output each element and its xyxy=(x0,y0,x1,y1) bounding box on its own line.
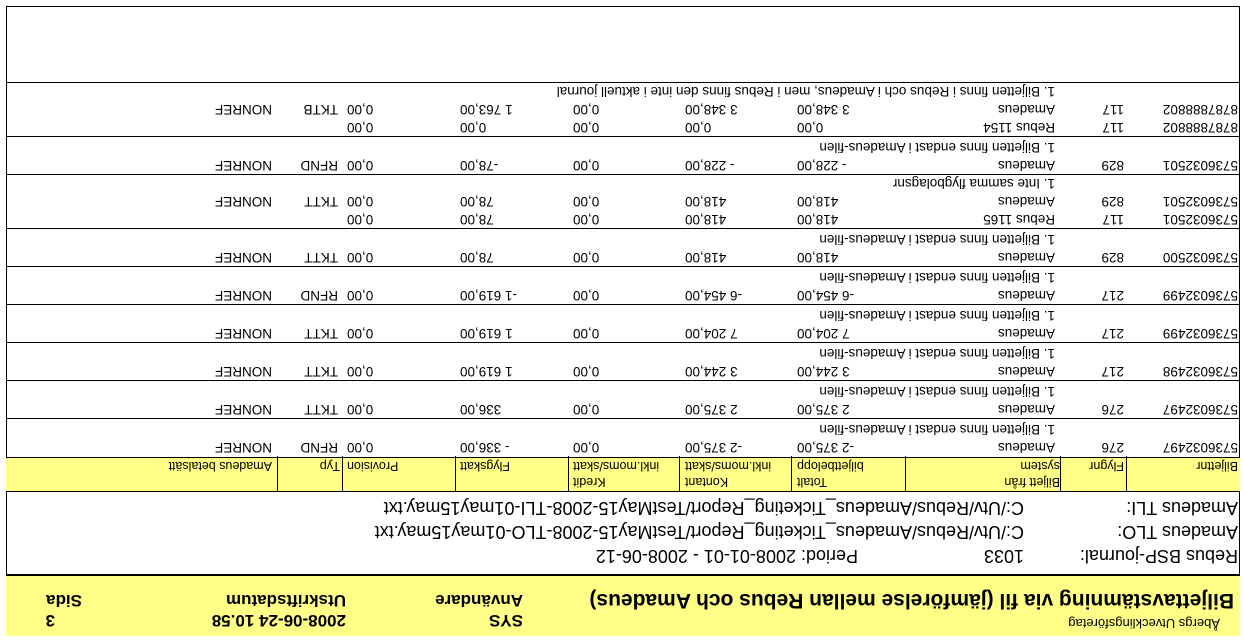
row-note: 1. Biljetten finns endast i Amadeus-filen xyxy=(819,270,1055,285)
user-label: Användare xyxy=(435,591,523,610)
column-header-airtax: Flygskatt xyxy=(460,459,511,473)
cell-flight-no: 829 xyxy=(1101,194,1124,209)
cell-total-amount: -2 375,00 xyxy=(797,440,855,455)
cell-cash-amount: 0,00 xyxy=(685,120,712,135)
cell-source-system: Amadeus xyxy=(997,364,1055,379)
column-header-flight-no: Flygnr xyxy=(1089,459,1124,473)
cell-source-system: Amadeus xyxy=(997,194,1055,209)
user-value: SYS xyxy=(488,611,523,630)
cell-cash-amount: 3 348,00 xyxy=(685,102,738,117)
print-date-value: 2008-06-24 10.58 xyxy=(211,611,346,630)
table-row xyxy=(6,304,1240,342)
cell-commission: 0,00 xyxy=(347,288,374,303)
cell-credit-amount: 0,00 xyxy=(573,102,600,117)
journal-label: Rebus BSP-journal: xyxy=(1079,546,1238,566)
cell-ticket-type: TKTT xyxy=(304,250,338,265)
row-note: 1. Inte samma flygbolagsnr xyxy=(892,176,1055,191)
cell-source-system: Amadeus xyxy=(997,288,1055,303)
cell-ticket-no: 5736032499 xyxy=(1162,326,1238,341)
cell-total-amount: -6 454,00 xyxy=(797,288,855,303)
table-row-line xyxy=(6,323,1240,341)
cell-source-system: Rebus 1165 xyxy=(983,212,1055,227)
cell-credit-amount: 0,00 xyxy=(573,364,600,379)
cell-ticket-no: 5736032497 xyxy=(1162,440,1238,455)
cell-credit-amount: 0,00 xyxy=(573,158,600,173)
cell-flight-no: 217 xyxy=(1101,288,1124,303)
cell-credit-amount: 0,00 xyxy=(573,250,600,265)
row-note: 1. Biljetten finns endast i Amadeus-filen xyxy=(819,346,1055,361)
table-row-line xyxy=(6,155,1240,173)
cell-total-amount: 7 204,00 xyxy=(797,326,850,341)
cell-air-tax: - 336,00 xyxy=(460,440,510,455)
cell-payment-method: NONREF xyxy=(215,102,272,117)
cell-payment-method: NONREF xyxy=(215,250,272,265)
cell-ticket-no: 5736032501 xyxy=(1162,194,1238,209)
cell-cash-amount: 418,00 xyxy=(685,212,727,227)
cell-air-tax: 336,00 xyxy=(460,402,502,417)
cell-total-amount: - 228,00 xyxy=(797,158,847,173)
cell-flight-no: 829 xyxy=(1101,158,1124,173)
cell-credit-amount: 0,00 xyxy=(573,326,600,341)
cell-credit-amount: 0,00 xyxy=(573,440,600,455)
table-row-line xyxy=(6,437,1240,455)
cell-air-tax: -1 619,00 xyxy=(460,288,518,303)
cell-credit-amount: 0,00 xyxy=(573,194,600,209)
cell-payment-method: NONREF xyxy=(215,440,272,455)
table-row-line xyxy=(6,247,1240,265)
cell-payment-method: NONREF xyxy=(215,364,272,379)
cell-ticket-type: RFND xyxy=(300,288,338,303)
cell-credit-amount: 0,00 xyxy=(573,120,600,135)
cell-air-tax: 1 763,00 xyxy=(460,102,513,117)
cell-cash-amount: -2 375,00 xyxy=(685,440,743,455)
cell-flight-no: 217 xyxy=(1101,326,1124,341)
cell-commission: 0,00 xyxy=(347,158,374,173)
table-row xyxy=(6,174,1240,228)
row-note: 1. Biljetten finns endast i Amadeus-filen xyxy=(819,232,1055,247)
cell-ticket-no: 5736032497 xyxy=(1162,402,1238,417)
cell-air-tax: 78,00 xyxy=(460,194,494,209)
cell-ticket-type: TKTT xyxy=(304,402,338,417)
tlo-path: C:/Utv/Rebus/Amadeus_Ticketing_Report/TestMay15-2008-TLO-01may15may.txt xyxy=(374,522,1024,542)
cell-commission: 0,00 xyxy=(347,326,374,341)
column-header-source-l1: system xyxy=(1020,459,1060,473)
cell-payment-method: NONREF xyxy=(215,194,272,209)
cell-ticket-no: 5736032501 xyxy=(1162,212,1238,227)
cell-cash-amount: - 228,00 xyxy=(685,158,735,173)
journal-value: 1033 xyxy=(983,546,1024,566)
row-note: 1. Biljetten finns endast i Amadeus-filen xyxy=(819,422,1055,437)
cell-air-tax: 78,00 xyxy=(460,250,494,265)
cell-payment-method: NONREF xyxy=(215,288,272,303)
table-row-line xyxy=(6,99,1240,117)
page-number-value: 3 xyxy=(45,611,55,630)
column-header-total-l1: biljettbelopp xyxy=(797,459,864,473)
cell-ticket-type: TKTB xyxy=(303,102,338,117)
cell-air-tax: 1 619,00 xyxy=(460,326,513,341)
cell-ticket-no: 8787888802 xyxy=(1162,120,1238,135)
table-row-line xyxy=(6,191,1240,209)
tlo-label: Amadeus TLO: xyxy=(1117,522,1238,542)
cell-source-system: Amadeus xyxy=(997,250,1055,265)
cell-commission: 0,00 xyxy=(347,212,374,227)
column-header-credit-l2: Kredit xyxy=(573,475,606,489)
cell-ticket-no: 5736032498 xyxy=(1162,364,1238,379)
row-note: 1. Biljetten finns endast i Amadeus-filen xyxy=(819,308,1055,323)
cell-flight-no: 829 xyxy=(1101,250,1124,265)
cell-source-system: Amadeus xyxy=(997,440,1055,455)
cell-ticket-type: RFND xyxy=(300,440,338,455)
table-row xyxy=(6,82,1240,136)
cell-flight-no: 117 xyxy=(1102,102,1124,117)
column-header-payment: Amadeus betalsätt xyxy=(168,459,272,473)
report-title: Biljettavstämning via fil (jämförelse mellan Rebus och Amadeus) xyxy=(589,589,1234,612)
cell-air-tax: -78,00 xyxy=(460,158,499,173)
table-row-line xyxy=(6,361,1240,379)
column-header-source-l2: Biljett från xyxy=(1004,475,1060,489)
cell-ticket-no: 5736032499 xyxy=(1162,288,1238,303)
row-note: 1. Biljetten finns i Rebus och i Amadeus, men i Rebus finns den inte i aktuell journal xyxy=(556,84,1055,99)
cell-ticket-type: TKTT xyxy=(304,364,338,379)
cell-commission: 0,00 xyxy=(347,402,374,417)
period-text: Period: 2008-01-01 - 2008-06-12 xyxy=(595,546,858,566)
cell-source-system: Rebus 1154 xyxy=(983,120,1055,135)
cell-source-system: Amadeus xyxy=(997,158,1055,173)
cell-flight-no: 276 xyxy=(1101,440,1124,455)
table-row xyxy=(6,266,1240,304)
row-note: 1. Biljetten finns endast i Amadeus-filen xyxy=(819,384,1055,399)
column-header-credit-l1: inkl.moms/skatt xyxy=(573,459,660,473)
column-header-cash-l1: inkl.moms/skatt xyxy=(685,459,772,473)
cell-commission: 0,00 xyxy=(347,440,374,455)
table-row-line xyxy=(6,285,1240,303)
cell-ticket-no: 5736032500 xyxy=(1162,250,1238,265)
cell-cash-amount: 7 204,00 xyxy=(685,326,738,341)
cell-source-system: Amadeus xyxy=(997,102,1055,117)
cell-flight-no: 117 xyxy=(1102,212,1124,227)
cell-total-amount: 0,00 xyxy=(797,120,824,135)
cell-cash-amount: -6 454,00 xyxy=(685,288,743,303)
cell-total-amount: 2 375,00 xyxy=(797,402,850,417)
cell-total-amount: 3 244,00 xyxy=(797,364,850,379)
cell-commission: 0,00 xyxy=(347,364,374,379)
cell-air-tax: 78,00 xyxy=(460,212,494,227)
cell-total-amount: 418,00 xyxy=(797,194,839,209)
cell-ticket-type: TKTT xyxy=(304,194,338,209)
cell-flight-no: 217 xyxy=(1101,364,1124,379)
table-row xyxy=(6,136,1240,174)
cell-source-system: Amadeus xyxy=(997,402,1055,417)
table-row xyxy=(6,418,1240,456)
cell-ticket-type: RFND xyxy=(300,158,338,173)
cell-ticket-no: 5736032501 xyxy=(1162,158,1238,173)
cell-cash-amount: 3 244,00 xyxy=(685,364,738,379)
row-note: 1. Biljetten finns endast i Amadeus-filen xyxy=(819,140,1055,155)
table-row xyxy=(6,228,1240,266)
cell-commission: 0,00 xyxy=(347,120,374,135)
cell-source-system: Amadeus xyxy=(997,326,1055,341)
cell-commission: 0,00 xyxy=(347,102,374,117)
tli-path: C:/Utv/Rebus/Amadeus_Ticketing_Report/TestMay15-2008-TLI-01may15may.txt xyxy=(383,498,1024,518)
cell-payment-method: NONREF xyxy=(215,158,272,173)
company-name: Åbergs Utvecklingsföretag xyxy=(1068,616,1220,631)
column-header-total-l2: Totalt xyxy=(797,475,827,489)
report-header xyxy=(6,574,1240,636)
cell-total-amount: 3 348,00 xyxy=(797,102,850,117)
table-row-line xyxy=(6,399,1240,417)
cell-total-amount: 418,00 xyxy=(797,212,839,227)
table-row xyxy=(6,342,1240,380)
cell-credit-amount: 0,00 xyxy=(573,212,600,227)
tli-label: Amadeus TLI: xyxy=(1126,498,1238,518)
column-header-band xyxy=(6,457,1240,492)
cell-cash-amount: 418,00 xyxy=(685,250,727,265)
page-number-label: Sida xyxy=(46,591,82,610)
cell-payment-method: NONREF xyxy=(215,402,272,417)
cell-total-amount: 418,00 xyxy=(797,250,839,265)
table-row-line xyxy=(6,117,1240,135)
print-date-label: Utskriftsdatum xyxy=(226,591,346,610)
cell-cash-amount: 2 375,00 xyxy=(685,402,738,417)
cell-commission: 0,00 xyxy=(347,194,374,209)
column-header-cash-l2: Kontant xyxy=(685,475,729,489)
cell-credit-amount: 0,00 xyxy=(573,288,600,303)
cell-cash-amount: 418,00 xyxy=(685,194,727,209)
cell-flight-no: 276 xyxy=(1101,402,1124,417)
column-header-type: Typ xyxy=(319,459,340,473)
cell-commission: 0,00 xyxy=(347,250,374,265)
table-row-line xyxy=(6,209,1240,227)
cell-credit-amount: 0,00 xyxy=(573,402,600,417)
column-header-commission: Provision xyxy=(347,459,399,473)
cell-ticket-no: 8787888802 xyxy=(1162,102,1238,117)
cell-flight-no: 117 xyxy=(1102,120,1124,135)
cell-air-tax: 0,00 xyxy=(460,120,487,135)
cell-ticket-type: TKTT xyxy=(304,326,338,341)
column-header-ticket-no: Biljettnr xyxy=(1196,459,1238,473)
cell-payment-method: NONREF xyxy=(215,326,272,341)
cell-air-tax: 1 619,00 xyxy=(460,364,513,379)
table-row xyxy=(6,380,1240,418)
blank-area xyxy=(6,6,1240,80)
